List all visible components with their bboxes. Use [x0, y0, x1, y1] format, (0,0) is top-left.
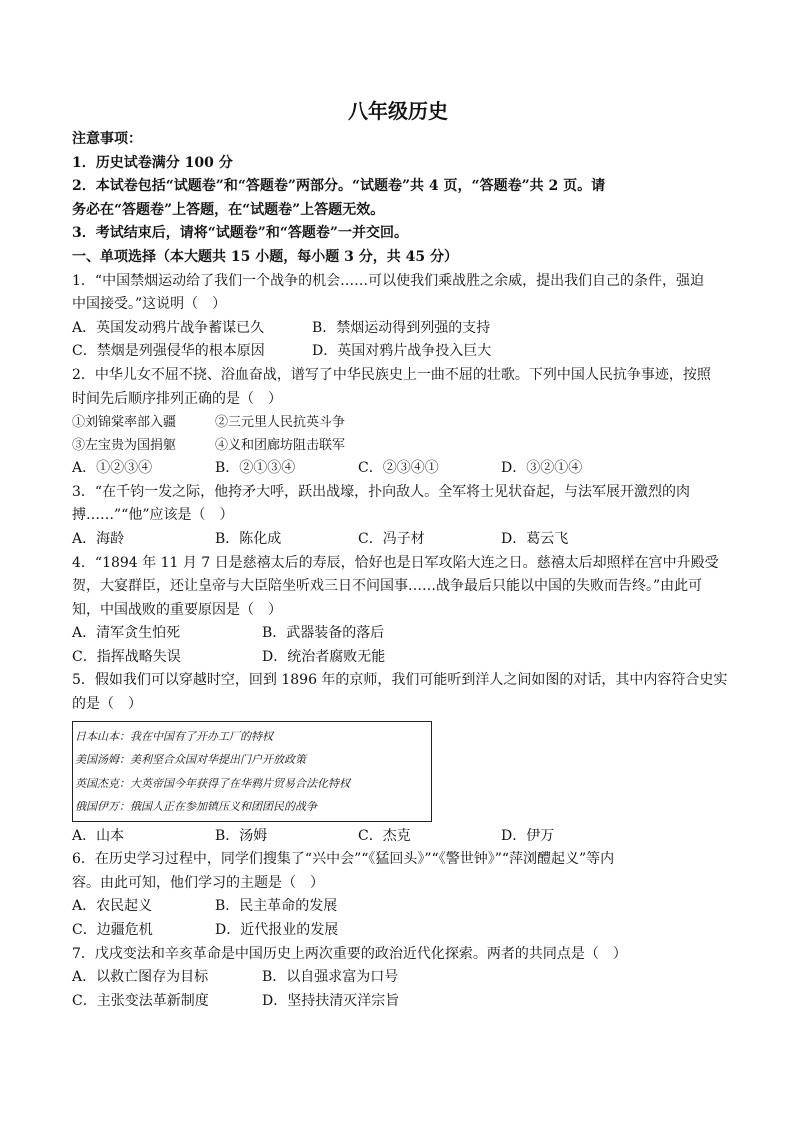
- question-6-stem: 容。由此可知，他们学习的主题是（ ）: [72, 874, 324, 891]
- event-item: ④义和团廊坊阻击联军: [215, 438, 346, 454]
- option-a: A．山本: [72, 827, 125, 844]
- dialog-line: 日本山本：我在中国有了开办工厂的特权: [75, 729, 273, 743]
- question-1-stem: 1．“中国禁烟运动给了我们一个战争的机会……可以使我们乘战胜之余威，提出我们自己的条件，强迫: [72, 272, 705, 289]
- option-b: B．汤姆: [215, 827, 268, 844]
- option-b: B．民主革命的发展: [215, 898, 338, 915]
- question-3-options: [72, 528, 724, 552]
- option-d: D．葛云飞: [501, 530, 569, 547]
- dialog-line: 俄国伊万：俄国人正在参加镇压义和团团民的战争: [75, 800, 317, 814]
- dialog-line: 英国杰克：大英帝国今年获得了在华鸦片贸易合法化特权: [75, 776, 350, 790]
- option-c: C．②③④①: [358, 460, 439, 477]
- option-b: B．②①③④: [215, 460, 296, 477]
- option-b: B．武器装备的落后: [262, 625, 385, 642]
- event-item: ②三元里人民抗英斗争: [215, 415, 346, 431]
- option-a: A．海龄: [72, 530, 125, 547]
- event-item: ③左宝贵为国捐躯: [72, 438, 177, 454]
- option-d: D．③②①④: [501, 460, 583, 477]
- question-6-options: [72, 895, 724, 919]
- option-d: D．英国对鸦片战争投入巨大: [312, 343, 492, 360]
- notice-item: 务必在“答题卷”上答题，在“试题卷”上答题无效。: [72, 201, 385, 218]
- option-c: C．禁烟是列强侵华的根本原因: [72, 343, 265, 360]
- option-a: A．农民起义: [72, 898, 153, 915]
- question-2-options: [72, 457, 724, 481]
- event-item: ①刘锦棠率部入疆: [72, 415, 177, 431]
- notice-item: 3．考试结束后，请将“试题卷”和“答题卷”一并交回。: [72, 225, 408, 242]
- question-4-stem: 4．“1894 年 11 月 7 日是慈禧太后的寿辰，恰好也是日军攻陷大连之日。慈禧太后却照样在宫中升殿受: [72, 554, 719, 571]
- question-1-options: [72, 317, 724, 341]
- question-6-options: [72, 919, 724, 943]
- option-a: A．①②③④: [72, 460, 153, 477]
- question-2-events: [72, 434, 724, 457]
- question-7-options: [72, 990, 724, 1014]
- question-4-stem: 知，中国战败的重要原因是（ ）: [72, 601, 282, 618]
- question-7-options: [72, 966, 724, 990]
- question-2-events: [72, 411, 724, 434]
- option-d: D．伊万: [501, 827, 555, 844]
- page-title: 八年级历史: [348, 99, 448, 123]
- option-a: A．清军贪生怕死: [72, 625, 181, 642]
- option-d: D．统治者腐败无能: [262, 648, 386, 665]
- option-c: C．主张变法革新制度: [72, 992, 209, 1009]
- question-6-stem: 6．在历史学习过程中，同学们搜集了“兴中会”“《猛回头》”“《警世钟》”“萍浏醴起义”等内: [72, 851, 615, 868]
- question-5-stem: 的是（ ）: [72, 696, 142, 713]
- question-5-stem: 5．假如我们可以穿越时空，回到 1896 年的京师，我们可能听到洋人之间如图的对话，其中内容符合史实: [72, 672, 728, 689]
- question-2-stem: 时间先后顺序排列正确的是（ ）: [72, 390, 282, 407]
- question-4-options: [72, 622, 724, 646]
- dialog-box: [72, 721, 432, 822]
- option-c: C．边疆危机: [72, 922, 153, 939]
- question-7-stem: 7．戊戌变法和辛亥革命是中国历史上两次重要的政治近代化探索。两者的共同点是（ ）: [72, 945, 627, 962]
- option-b: B．陈化成: [215, 530, 282, 547]
- option-a: A．英国发动鸦片战争蓄谋已久: [72, 319, 265, 336]
- section-heading: 一、单项选择（本大题共 15 小题，每小题 3 分，共 45 分）: [72, 248, 458, 265]
- option-b: B．以自强求富为口号: [262, 969, 399, 986]
- question-3-stem: 搏……”“他”应该是（ ）: [72, 507, 234, 524]
- question-1-options: [72, 340, 724, 364]
- option-c: C．杰克: [358, 827, 411, 844]
- notice-item: 2．本试卷包括“试题卷”和“答题卷”两部分。“试题卷”共 4 页，“答题卷”共 2 页。请: [72, 178, 606, 195]
- question-4-options: [72, 646, 724, 670]
- question-3-stem: 3．“在千钧一发之际，他挎矛大呼，跃出战壕，扑向敌人。全军将士见状奋起，与法军展开激烈的肉: [72, 483, 691, 500]
- notice-item: 1．历史试卷满分 100 分: [72, 154, 233, 171]
- exam-page: [72, 96, 728, 1013]
- question-4-stem: 贺，大宴群臣，还让皇帝与大臣陪坐听戏三日不问国事……战争最后只能以中国的失败而告终。”由此可: [72, 578, 703, 595]
- option-d: D．近代报业的发展: [215, 922, 339, 939]
- option-a: A．以救亡图存为目标: [72, 969, 209, 986]
- option-c: C．指挥战略失误: [72, 648, 181, 665]
- question-5-options: [72, 825, 724, 849]
- question-2-stem: 2．中华儿女不屈不挠、浴血奋战，谱写了中华民族史上一曲不屈的壮歌。下列中国人民抗争事迹，按照: [72, 366, 711, 383]
- question-1-stem: 中国接受。”这说明（ ）: [72, 296, 227, 313]
- option-b: B．禁烟运动得到列强的支持: [312, 319, 491, 336]
- option-d: D．坚持扶清灭洋宗旨: [262, 992, 400, 1009]
- dialog-line: 美国汤姆：美利坚合众国对华提出门户开放政策: [75, 753, 306, 767]
- notice-heading: 注意事项：: [72, 131, 142, 147]
- option-c: C．冯子材: [358, 530, 425, 547]
